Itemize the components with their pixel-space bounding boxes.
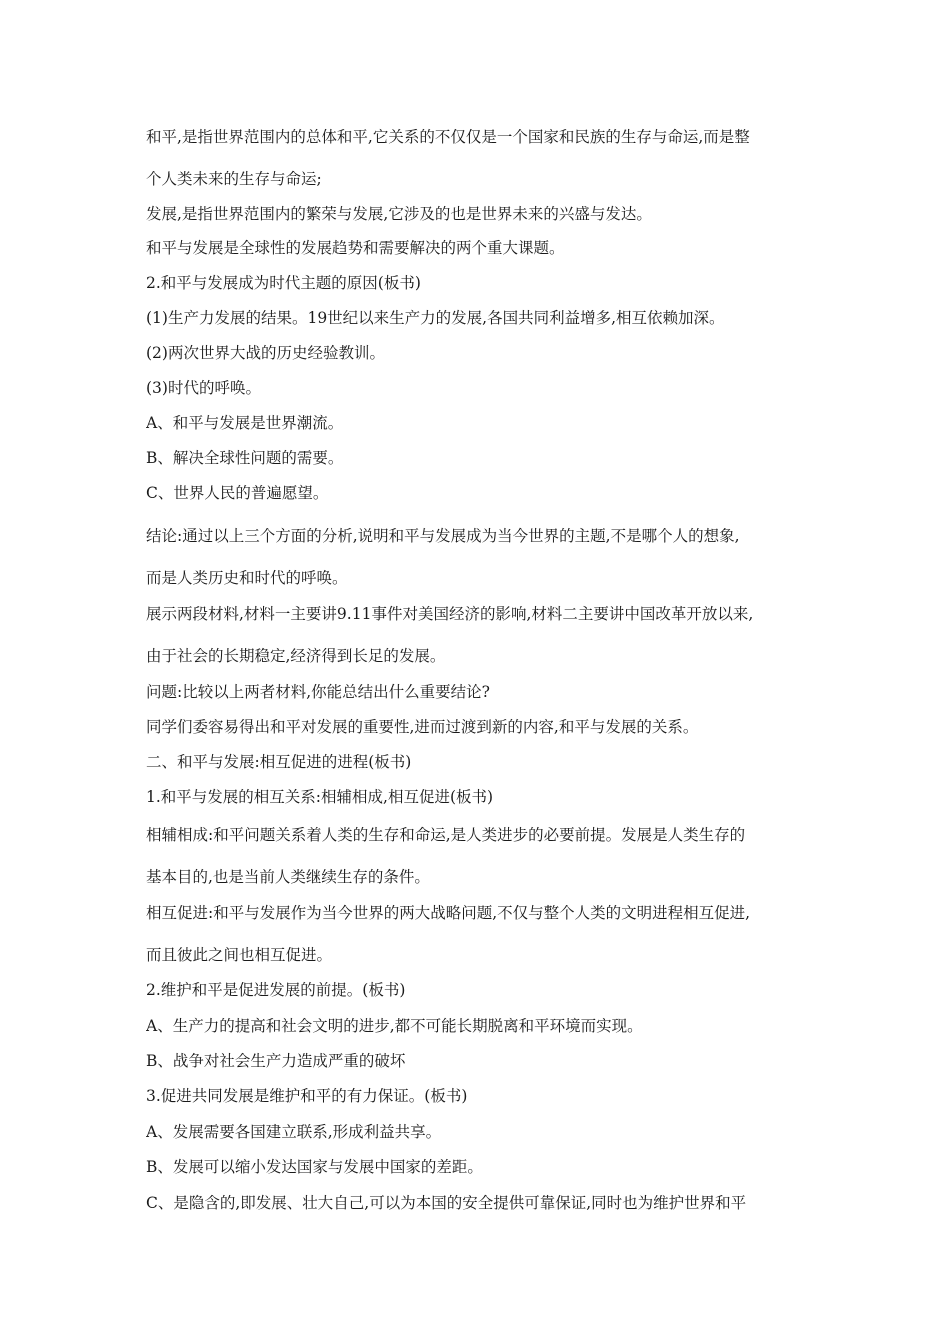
text-line: 二、和平与发展:相互促进的进程(板书) <box>146 753 412 771</box>
text-line: (3)时代的呼唤。 <box>146 379 261 397</box>
text-line: C、世界人民的普遍愿望。 <box>146 484 329 502</box>
text-line: 同学们委容易得出和平对发展的重要性,进而过渡到新的内容,和平与发展的关系。 <box>146 718 699 736</box>
text-line: 相辅相成:和平问题关系着人类的生存和命运,是人类进步的必要前提。发展是人类生存的 <box>146 826 746 844</box>
text-line: 展示两段材料,材料一主要讲9.11事件对美国经济的影响,材料二主要讲中国改革开放以来, <box>146 605 754 623</box>
text-line: 由于社会的长期稳定,经济得到长足的发展。 <box>146 647 446 665</box>
text-line: 和平与发展是全球性的发展趋势和需要解决的两个重大课题。 <box>146 239 565 257</box>
text-line: 而是人类历史和时代的呼唤。 <box>146 569 348 587</box>
text-line: 结论:通过以上三个方面的分析,说明和平与发展成为当今世界的主题,不是哪个人的想象, <box>146 527 740 545</box>
text-line: 相互促进:和平与发展作为当今世界的两大战略问题,不仅与整个人类的文明进程相互促进, <box>146 904 751 922</box>
text-line: 2.维护和平是促进发展的前提。(板书) <box>146 981 406 999</box>
text-line: 发展,是指世界范围内的繁荣与发展,它涉及的也是世界未来的兴盛与发达。 <box>146 205 652 223</box>
text-line: 和平,是指世界范围内的总体和平,它关系的不仅仅是一个国家和民族的生存与命运,而是整 <box>146 128 750 146</box>
text-line: B、发展可以缩小发达国家与发展中国家的差距。 <box>146 1158 483 1176</box>
text-line: A、生产力的提高和社会文明的进步,都不可能长期脱离和平环境而实现。 <box>146 1017 643 1035</box>
text-line: C、是隐含的,即发展、壮大自己,可以为本国的安全提供可靠保证,同时也为维护世界和平 <box>146 1194 747 1212</box>
text-line: 基本目的,也是当前人类继续生存的条件。 <box>146 868 430 886</box>
text-line: B、解决全球性问题的需要。 <box>146 449 344 467</box>
text-line: 而且彼此之间也相互促进。 <box>146 946 333 964</box>
text-line: 3.促进共同发展是维护和平的有力保证。(板书) <box>146 1087 468 1105</box>
text-line: (2)两次世界大战的历史经验教训。 <box>146 344 385 362</box>
text-line: 1.和平与发展的相互关系:相辅相成,相互促进(板书) <box>146 788 494 806</box>
text-line: 个人类未来的生存与命运; <box>146 170 322 188</box>
text-line: A、和平与发展是世界潮流。 <box>146 414 344 432</box>
text-line: B、战争对社会生产力造成严重的破坏 <box>146 1052 406 1070</box>
text-line: 问题:比较以上两者材料,你能总结出什么重要结论? <box>146 683 490 701</box>
text-line: A、发展需要各国建立联系,形成利益共享。 <box>146 1123 442 1141</box>
text-line: 2.和平与发展成为时代主题的原因(板书) <box>146 274 421 292</box>
text-line: (1)生产力发展的结果。19世纪以来生产力的发展,各国共同利益增多,相互依赖加深。 <box>146 309 725 327</box>
